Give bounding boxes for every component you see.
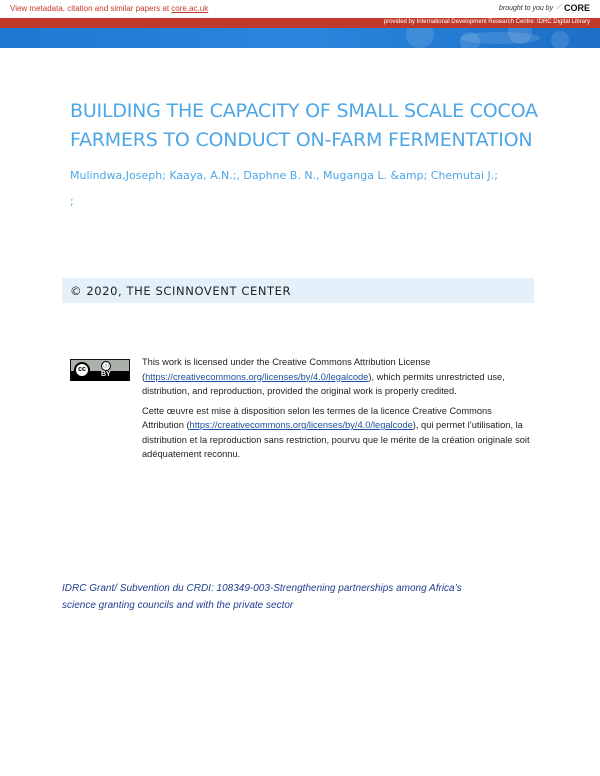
- authors-block: [70, 163, 550, 215]
- brought-by-text: brought to you by: [498, 4, 554, 12]
- by-label: BY: [101, 371, 111, 378]
- title-line-2: FARMERS TO CONDUCT ON-FARM FERMENTATION: [70, 129, 533, 151]
- banner-pattern-icon: [0, 28, 600, 48]
- authors-line-1: Mulindwa,Joseph; Kaaya, A.N.;, Daphne B. N., Muganga L. &amp; Chemutai J.;: [70, 169, 498, 182]
- core-link[interactable]: core.ac.uk: [171, 4, 209, 13]
- attribution-person-icon: ⓘ: [102, 362, 110, 369]
- license-french: Cette œuvre est mise à disposition selon les termes de la licence Creative Commons Attribution (https://creativecommons.org/licenses/by/4.0/legalcode), qui permet l’utilisation, la distribution et la reproduction sans restriction, pourvu que le mérite de la création originale soit adéquatement reconnu.: [142, 405, 530, 459]
- core-provider-notice: [384, 19, 590, 25]
- provided-by-prefix: provided by: [383, 19, 415, 25]
- core-metadata-notice: [10, 4, 208, 13]
- core-logo-icon: ⟋: [556, 4, 561, 11]
- document-title: [70, 97, 550, 155]
- grant-line-2: science granting councils and with the private sector: [62, 600, 294, 611]
- copyright-box: [62, 278, 534, 303]
- core-provider-band: [0, 18, 600, 28]
- authors-line-2: ;: [70, 195, 74, 208]
- license-link-fr[interactable]: https://creativecommons.org/licenses/by/4.0/legalcode: [189, 420, 413, 430]
- decorative-banner: [0, 28, 600, 48]
- title-line-1: BUILDING THE CAPACITY OF SMALL SCALE COCOA: [70, 100, 538, 122]
- license-text: [142, 355, 534, 467]
- grant-info: [62, 580, 534, 614]
- core-logo[interactable]: CORE: [563, 3, 590, 13]
- copyright-text: © 2020, THE SCINNOVENT CENTER: [70, 284, 292, 298]
- cc-by-badge-icon[interactable]: [70, 359, 130, 381]
- license-english: This work is licensed under the Creative Commons Attribution License (https://creativecommons.org/licenses/by/4.0/legalcode), which permits unrestricted use, distribution, and reproduction, provided the original work is properly credited.: [142, 357, 505, 396]
- cc-icon: cc: [74, 362, 90, 378]
- core-branding: [499, 3, 590, 13]
- license-link-en[interactable]: https://creativecommons.org/licenses/by/4.0/legalcode: [145, 371, 369, 382]
- grant-line-1: IDRC Grant/ Subvention du CRDI: 108349-003-Strengthening partnerships among Africa’s: [62, 583, 462, 594]
- provider-name[interactable]: International Development Research Centre: IDRC Digital Library: [416, 19, 590, 25]
- core-metadata-prefix: View metadata, citation and similar papers at: [10, 4, 170, 13]
- core-header-bar: [0, 0, 600, 18]
